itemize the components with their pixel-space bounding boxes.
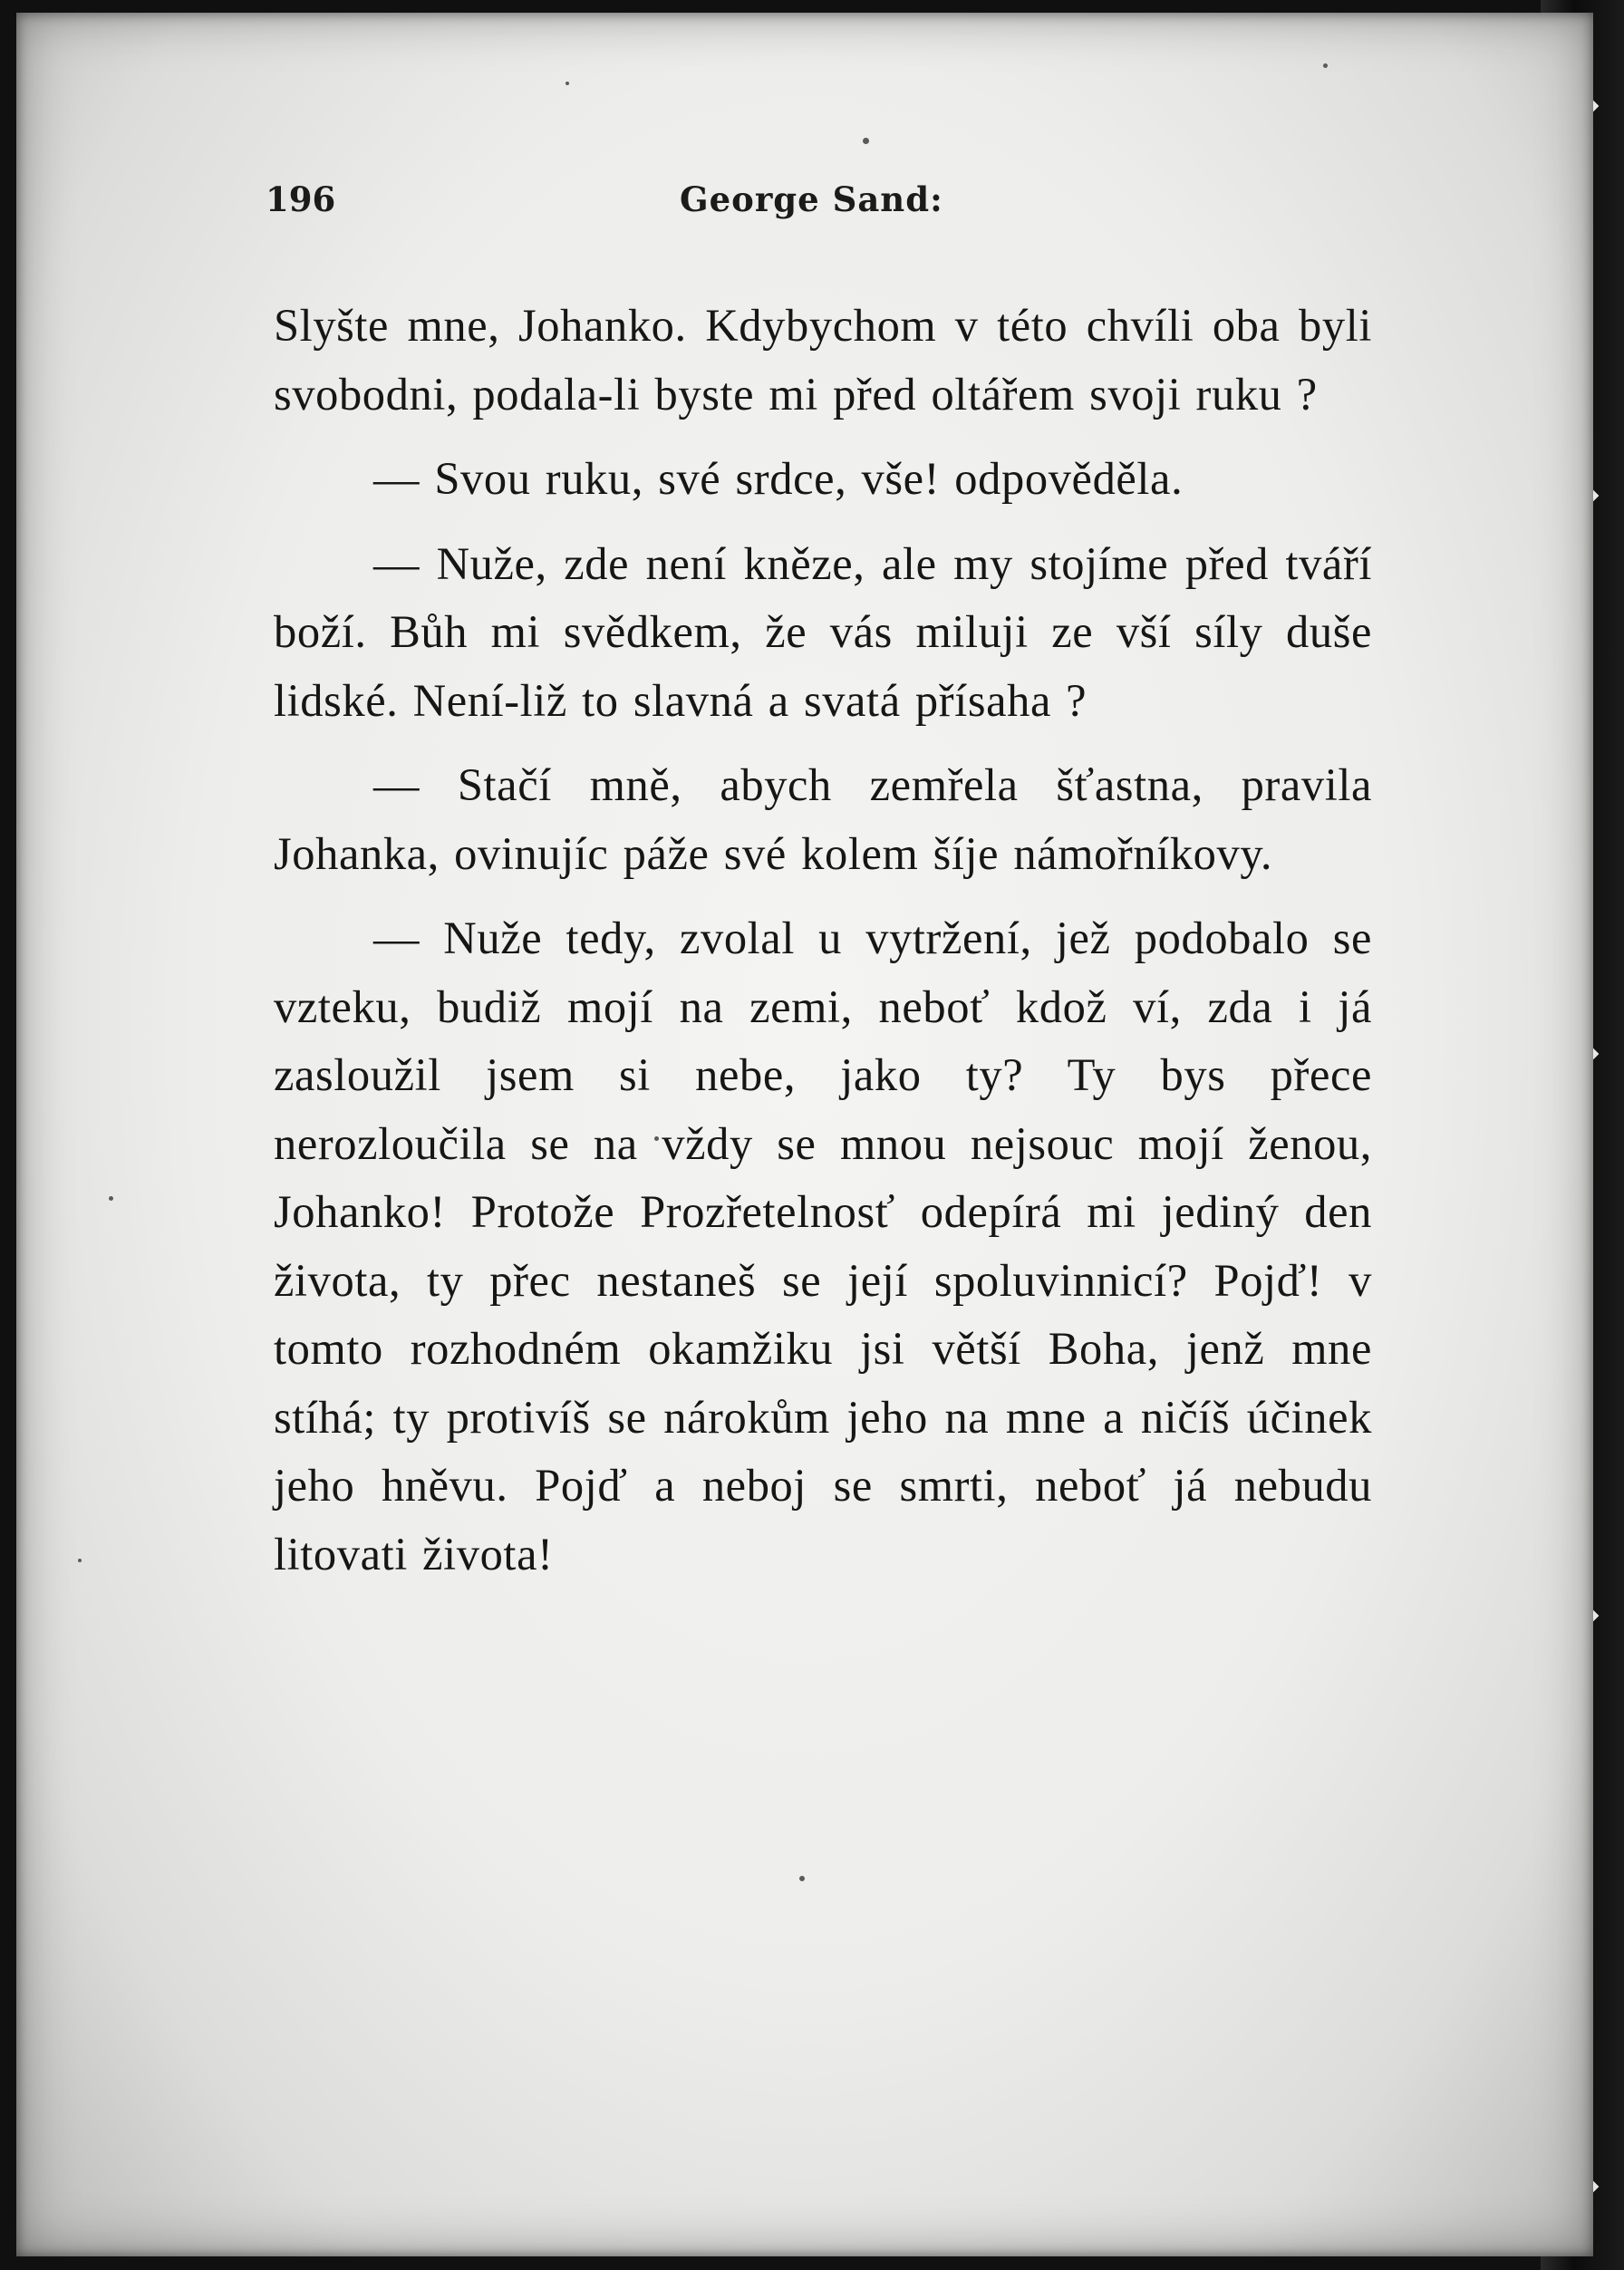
paragraph: — Nuže, zde není kněze, ale my stojíme před tváří boží. Bůh mi svědkem, že vás miluji ze vší síly duše lidské. Není-liž to slavná a svatá přísaha ? [274, 537, 1372, 726]
paragraph: — Stačí mně, abych zemřela šťastna, pravila Johanka, ovinujíc páže své kolem šíje námořníkovy. [274, 759, 1372, 879]
paragraph: — Nuže tedy, zvolal u vytržení, jež podobalo se vzteku, budiž mojí na zemi, neboť kdož ví, zda i já zasloužil jsem si nebe, jako ty? Ty bys přece nerozloučila se na vždy se mnou nejsouc mojí ženou, Johanko! Protože Prozřetelnosť odepírá mi jediný den života, ty přec nestaneš se její spoluvinnicí? Pojď! v tomto rozhodném okamžiku jsi větší Boha, jenž mne stíhá; ty protivíš se nárokům jeho na mne a ničíš účinek jeho hněvu. Pojď a neboj se smrti, neboť já nebudu litovati života! [274, 913, 1372, 1579]
page-header [0, 179, 1624, 225]
paragraph: Slyšte mne, Johanko. Kdybychom v této chvíli oba byli svobodni, podala-li byste mi před oltářem svoji ruku ? [274, 300, 1372, 420]
body-text [274, 292, 1372, 1605]
paragraph: — Svou ruku, své srdce, vše! odpověděla. [373, 453, 1184, 504]
running-head: George Sand: [680, 179, 943, 219]
page-number: 196 [266, 179, 336, 219]
